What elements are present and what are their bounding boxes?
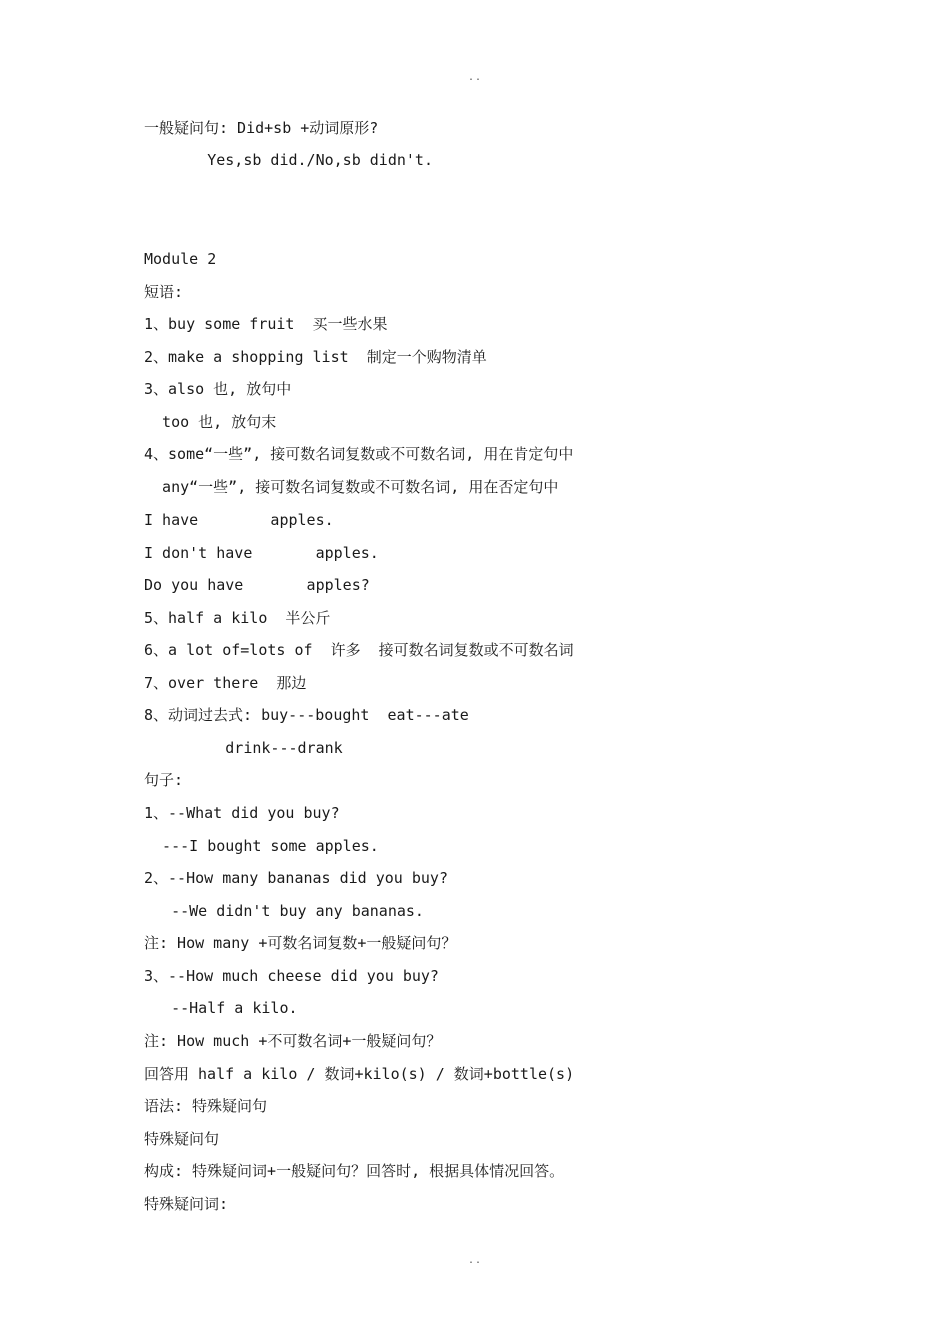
section-heading: Module 2 — [144, 250, 217, 268]
text-line: Yes,sb did./No,sb didn't. — [144, 151, 433, 169]
text-line: Do you have apples? — [144, 576, 370, 594]
text-line: 回答用 half a kilo / 数词+kilo(s) / 数词+bottle(s) — [144, 1065, 575, 1083]
text-line: 5、half a kilo 半公斤 — [144, 609, 331, 627]
text-line: 特殊疑问词: — [144, 1195, 229, 1213]
text-line: 3、also 也, 放句中 — [144, 380, 292, 398]
note-line: 注: How many +可数名词复数+一般疑问句？ — [144, 934, 457, 952]
text-line: 1、--What did you buy? — [144, 804, 340, 822]
text-line: --Half a kilo. — [144, 999, 298, 1017]
text-line: too 也, 放句末 — [144, 413, 277, 431]
text-line: 6、a lot of=lots of 许多 接可数名词复数或不可数名词 — [144, 641, 574, 659]
subheading-phrases: 短语: — [144, 283, 184, 301]
text-line: 2、--How many bananas did you buy? — [144, 869, 448, 887]
subheading-sentences: 句子: — [144, 771, 184, 789]
text-line: ---I bought some apples. — [144, 837, 379, 855]
text-line: 3、--How much cheese did you buy? — [144, 967, 439, 985]
note-line: 注: How much +不可数名词+一般疑问句？ — [144, 1032, 442, 1050]
subheading-grammar: 语法: 特殊疑问句 — [144, 1097, 268, 1115]
text-line: 一般疑问句: Did+sb +动词原形? — [144, 119, 379, 137]
text-line: 特殊疑问句 — [144, 1130, 220, 1148]
text-line: 8、动词过去式: buy---bought eat---ate — [144, 706, 469, 724]
footer-dots: .. — [467, 1255, 483, 1266]
text-line: drink---drank — [144, 739, 343, 757]
text-line: 2、make a shopping list 制定一个购物清单 — [144, 348, 487, 366]
text-line: any“一些”, 接可数名词复数或不可数名词, 用在否定句中 — [144, 478, 559, 496]
text-line: 4、some“一些”, 接可数名词复数或不可数名词, 用在肯定句中 — [144, 445, 574, 463]
text-line: I have apples. — [144, 511, 334, 529]
text-line: 7、over there 那边 — [144, 674, 307, 692]
text-line: 1、buy some fruit 买一些水果 — [144, 315, 388, 333]
header-dots: .. — [467, 72, 483, 83]
text-line: I don't have apples. — [144, 544, 379, 562]
text-line: 构成: 特殊疑问词+一般疑问句？回答时, 根据具体情况回答。 — [144, 1162, 565, 1180]
text-line: --We didn't buy any bananas. — [144, 902, 424, 920]
